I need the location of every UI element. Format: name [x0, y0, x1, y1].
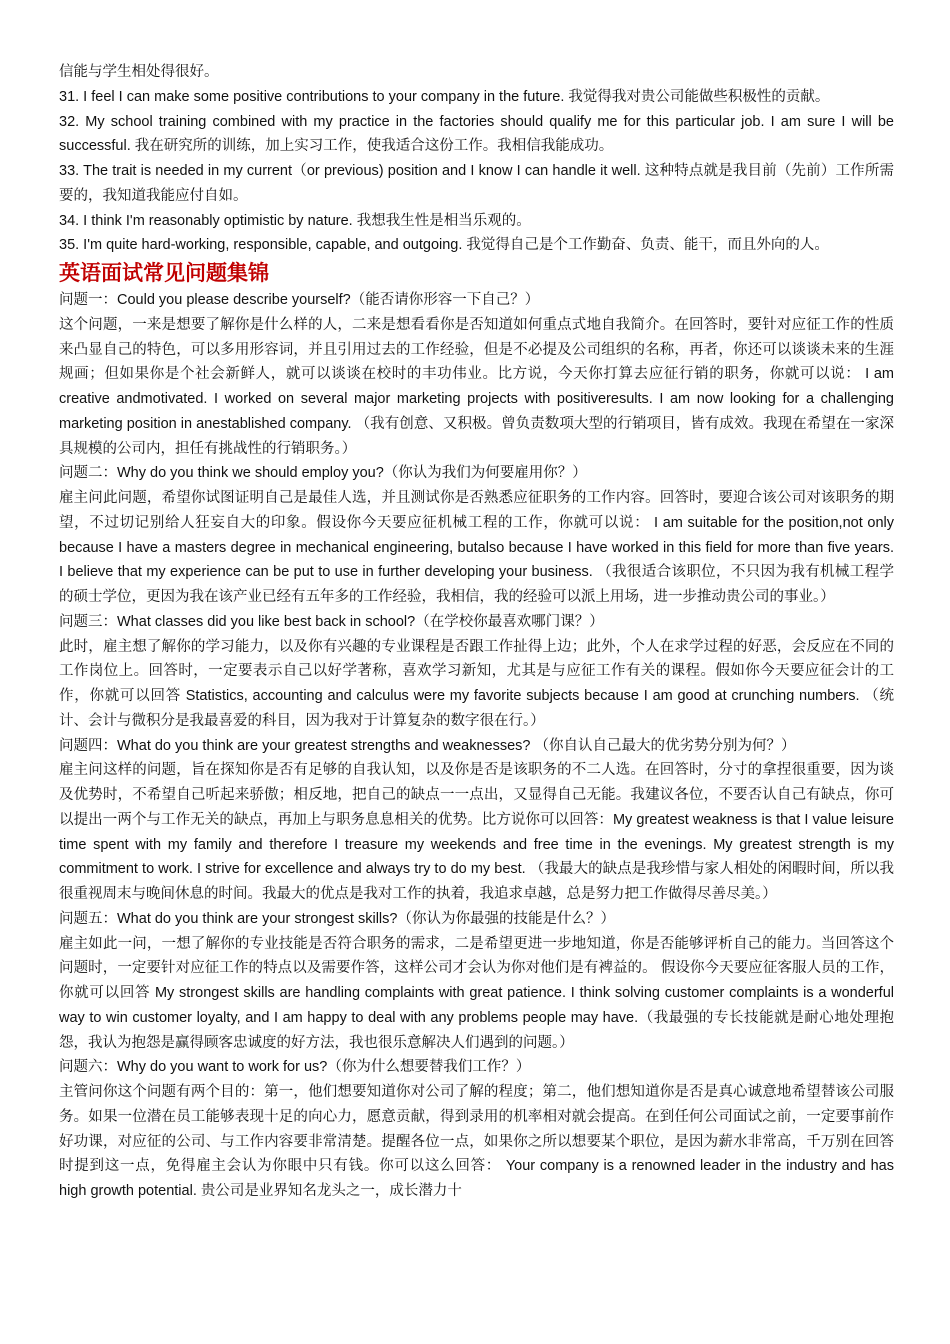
answer-paragraph: 雇主问这样的问题，旨在探知你是否有足够的自我认知，以及你是否是该职务的不二人选。在回答时，分寸的拿捏很重要，因为谈及优势时，不希望自己听起来骄傲；相反地，把自己的缺点一一点出，又显得自己无能。我建议各位，不要否认自己有缺点，你可以提出一两个与工作无关的缺点，再加上与职务息息相关的优势。比方说你可以回答：My greatest weakness is that I value leisure time spent with my family and therefore I treasure my weekends and free time in the evenings. My greatest strength is my commitment to work. I strive for excellence and always try to do my best. （我最大的缺点是我珍惜与家人相处的闲暇时间，所以我很重视周末与晚间休息的时间。我最大的优点是我对工作的执着，我追求卓越，总是努力把工作做得尽善尽美。）	[59, 762, 894, 902]
answer-paragraph: 雇主问此问题，希望你试图证明自己是最佳人选，并且测试你是否熟悉应征职务的工作内容。回答时，要迎合该公司对该职务的期望，不过切记别给人狂妄自大的印象。假设你今天要应征机械工程的工作，你就可以说： I am suitable for the position,not only because I have a masters degree in mechanical engineering, butalso because I have worked in this field for more than five years. I believe that my experience can be put to use in further developing your business. （我很适合该职位，不只因为我有机械工程学的硕士学位，更因为我在该产业已经有五年多的工作经验，我相信，我的经验可以派上用场，进一步推动贵公司的事业。）	[59, 490, 894, 605]
answer-paragraph: 雇主如此一问，一想了解你的专业技能是否符合职务的需求，二是希望更进一步地知道，你是否能够评析自己的能力。当回答这个问题时，一定要针对应征工作的特点以及需要作答，这样公司才会认为你对他们是有裨益的。 假设你今天要应征客服人员的工作，你就可以回答 My strongest skills are handling complaints with great patience. I think solving customer complaints is a wonderful way to win customer loyalty, and I am happy to deal with any problems people may have.（我最强的专长技能就是耐心地处理抱怨，我认为抱怨是赢得顾客忠诚度的好方法，我也很乐意解决人们遇到的问题。）	[59, 935, 894, 1051]
answer-paragraph: 主管问你这个问题有两个目的：第一，他们想要知道你对公司了解的程度；第二，他们想知道你是否是真心诚意地希望替该公司服务。如果一位潜在员工能够表现十足的向心力，愿意贡献，得到录用的机率相对就会提高。在到任何公司面试之前，一定要事前作好功课，对应征的公司、与工作内容要非常清楚。提醒各位一点，如果你之所以想要某个职位，是因为薪水非常高，千万别在回答时提到这一点，免得雇主会认为你眼中只有钱。你可以这么回答： Your company is a renowned leader in the industry and has high growth potential. 贵公司是业界知名龙头之一，成长潜力十	[59, 1084, 894, 1199]
question-heading: 问题三：What classes did you like best back in school?（在学校你最喜欢哪门课？）	[59, 613, 604, 630]
question-heading: 问题一：Could you please describe yourself?（能否请你形容一下自己？）	[59, 292, 540, 308]
question-heading: 问题六：Why do you want to work for us?（你为什么想要替我们工作？）	[59, 1059, 531, 1076]
list-item: 35. I'm quite hard-working, responsible, capable, and outgoing. 我觉得自己是个工作勤奋、负责、能干，而且外向的人。	[59, 237, 829, 254]
question-heading: 问题二：Why do you think we should employ you?（你认为我们为何要雇用你？）	[59, 465, 587, 482]
section-title: 英语面试常见问题集锦	[59, 261, 269, 285]
answer-paragraph: 此时，雇主想了解你的学习能力，以及你有兴趣的专业课程是否跟工作扯得上边；此外，个人在求学过程的好恶，会反应在不同的工作岗位上。回答时，一定要表示自己以好学著称，喜欢学习新知，尤其是与应征工作有关的课程。假如你今天要应征会计的工作，你就可以回答 Statistics, accounting and calculus were my favorite subjects because I am good at crunching numbers. （统计、会计与微积分是我最喜爱的科目，因为我对于计算复杂的数字很在行。）	[59, 638, 894, 729]
list-item: 32. My school training combined with my practice in the factories should qualify me for this particular job. I am sure I will be successful. 我在研究所的训练，加上实习工作，使我适合这份工作。我相信我能成功。	[59, 113, 894, 155]
list-item: 33. The trait is needed in my current（or previous) position and I know I can handle it well. 这种特点就是我目前（先前）工作所需要的，我知道我能应付自如。	[59, 163, 894, 204]
list-item: 信能与学生相处得很好。	[59, 64, 219, 80]
list-item: 31. I feel I can make some positive contributions to your company in the future. 我觉得我对贵公司能做些积极性的贡献。	[59, 88, 830, 105]
list-item: 34. I think I'm reasonably optimistic by nature. 我想我生性是相当乐观的。	[59, 212, 531, 229]
question-heading: 问题五：What do you think are your strongest skills?（你认为你最强的技能是什么？）	[59, 910, 615, 927]
answer-paragraph: 这个问题，一来是想要了解你是什么样的人，二来是想看看你是否知道如何重点式地自我简介。在回答时，要针对应征工作的性质来凸显自己的特色，可以多用形容词，并且引用过去的工作经验，但是不必提及公司组织的名称，再者，你还可以谈谈未来的生涯规画；但如果你是个社会新鲜人，就可以谈谈在校时的丰功伟业。比方说，今天你打算去应征行销的职务，你就可以说： I am creative andmotivated. I worked on several major marketing projects with positiveresults. I am now looking for a challenging marketing position in anestablished company. （我有创意、又积极。曾负责数项大型的行销项目，皆有成效。我现在希望在一家深具规模的公司内，担任有挑战性的行销职务。）	[59, 316, 894, 457]
question-heading: 问题四：What do you think are your greatest strengths and weaknesses? （你自认自己最大的优劣势分别为何？）	[59, 737, 796, 754]
